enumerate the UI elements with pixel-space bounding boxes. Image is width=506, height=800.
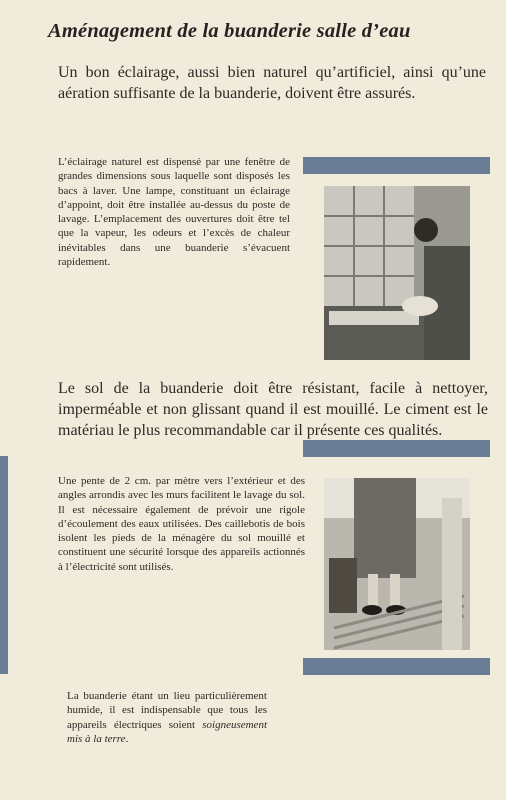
electrical-text: La buanderie étant un lieu particulièrement humide, il est indispensable que tous les appareils électriques soient — [67, 690, 267, 731]
electrical-paragraph — [67, 689, 267, 746]
accent-bar — [303, 658, 490, 675]
lighting-paragraph: L’éclairage naturel est dispensé par une fenêtre de grandes dimensions sous laquelle sont disposés les bacs à laver. Une lampe, constituant un éclairage d’appoint, doit être installée au-dessus du poste de lavage. L’emplacement des ouvertures doit être tel que la vapeur, les odeurs et l’excès de chaleur inévitables dans une buanderie s’évacuent rapidement. — [58, 156, 290, 269]
photo-duckboard-floor — [324, 478, 470, 650]
intro-paragraph: Un bon éclairage, aussi bien naturel qu’artificiel, ainsi qu’une aération suffisante de la buanderie, doivent être assurés. — [58, 64, 486, 102]
accent-bar — [303, 440, 490, 457]
margin-accent-bar — [0, 456, 8, 674]
electrical-text-end: . — [125, 732, 129, 745]
accent-bar — [303, 157, 490, 174]
photo-woman-at-sink — [324, 186, 470, 360]
floor-heading: Le sol de la buanderie doit être résistant, facile à nettoyer, imperméable et non glissant quand il est mouillé. Le ciment est le matériau le plus recommandable car il présente ces qualités. — [58, 380, 488, 439]
page-title: Aménagement de la buanderie salle d’eau — [48, 20, 411, 42]
electrical-emphasis: soigneusement mis à la terre — [67, 718, 267, 745]
floor-paragraph: Une pente de 2 cm. par mètre vers l’extérieur et des angles arrondis avec les murs facilitent le lavage du sol. Il est nécessaire également de prévoir une rigole d’écoulement des eaux utilisées. Des caillebotis de bois isolent les pieds de la ménagère du sol mouillé et constituent une sécurité lorsque des appareils actionnés à l’électricité sont utilisés. — [58, 475, 305, 573]
